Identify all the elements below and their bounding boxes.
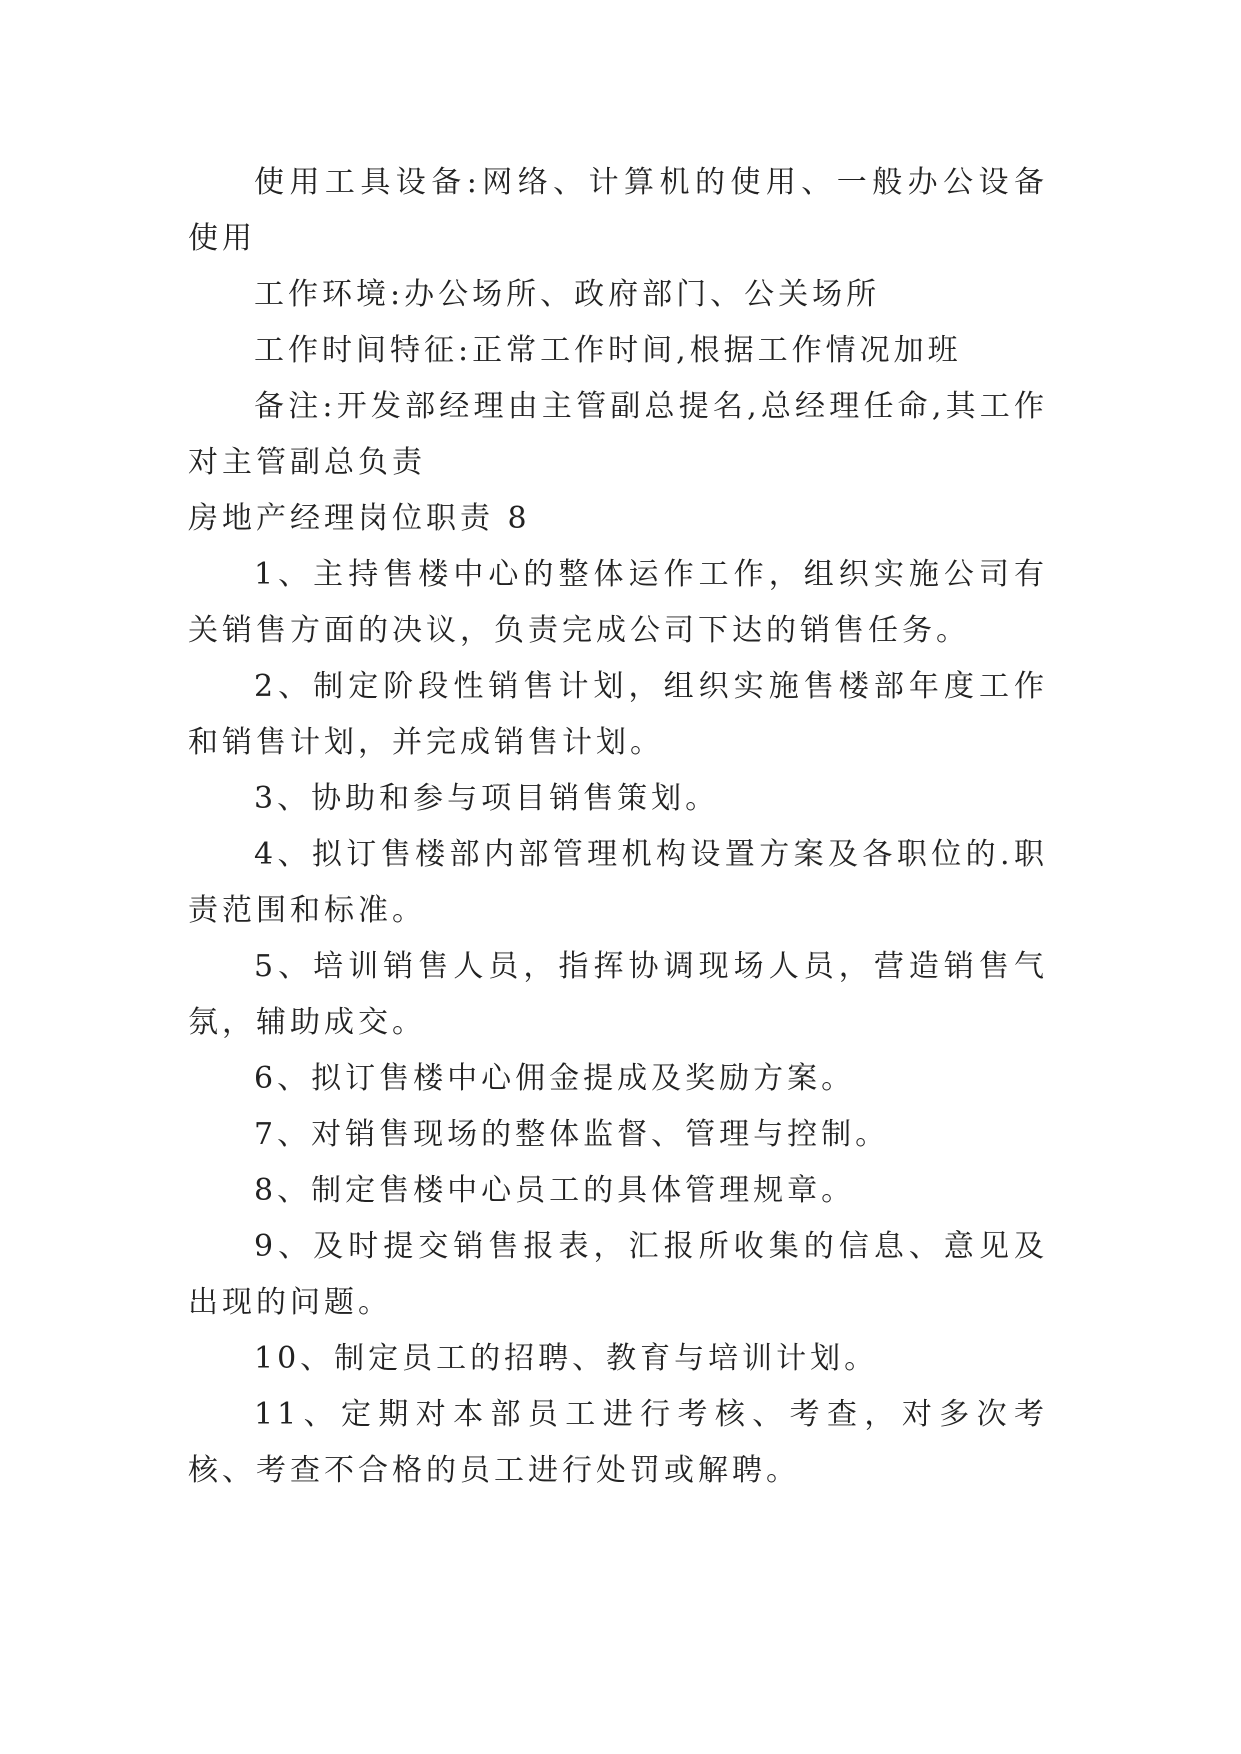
- paragraph-work-time: 工作时间特征:正常工作时间,根据工作情况加班: [254, 333, 962, 368]
- duty-item-7: 7、对销售现场的整体监督、管理与控制。: [254, 1117, 890, 1152]
- section-heading: 房地产经理岗位职责 8: [188, 501, 531, 536]
- duty-item-9: 9、及时提交销售报表，汇报所收集的信息、意见及出现的问题。: [188, 1229, 1048, 1320]
- duty-item-11: 11、定期对本部员工进行考核、考查，对多次考核、考查不合格的员工进行处罚或解聘。: [188, 1397, 1048, 1488]
- duty-item-2: 2、制定阶段性销售计划，组织实施售楼部年度工作和销售计划，并完成销售计划。: [188, 669, 1048, 760]
- duty-item-6: 6、拟订售楼中心佣金提成及奖励方案。: [254, 1061, 856, 1096]
- paragraph-environment: 工作环境:办公场所、政府部门、公关场所: [254, 277, 881, 312]
- duty-item-8: 8、制定售楼中心员工的具体管理规章。: [254, 1173, 856, 1208]
- duty-item-10: 10、制定员工的招聘、教育与培训计划。: [254, 1341, 879, 1376]
- duty-item-5: 5、培训销售人员，指挥协调现场人员，营造销售气氛，辅助成交。: [188, 949, 1048, 1040]
- paragraph-tools: 使用工具设备:网络、计算机的使用、一般办公设备使用: [188, 165, 1048, 256]
- duty-item-3: 3、协助和参与项目销售策划。: [254, 781, 720, 816]
- duty-item-1: 1、主持售楼中心的整体运作工作，组织实施公司有关销售方面的决议，负责完成公司下达的销售任务。: [188, 557, 1048, 648]
- document-body: [188, 155, 1048, 1499]
- duty-item-4: 4、拟订售楼部内部管理机构设置方案及各职位的.职责范围和标准。: [188, 837, 1048, 928]
- paragraph-remark: 备注:开发部经理由主管副总提名,总经理任命,其工作对主管副总负责: [188, 389, 1048, 480]
